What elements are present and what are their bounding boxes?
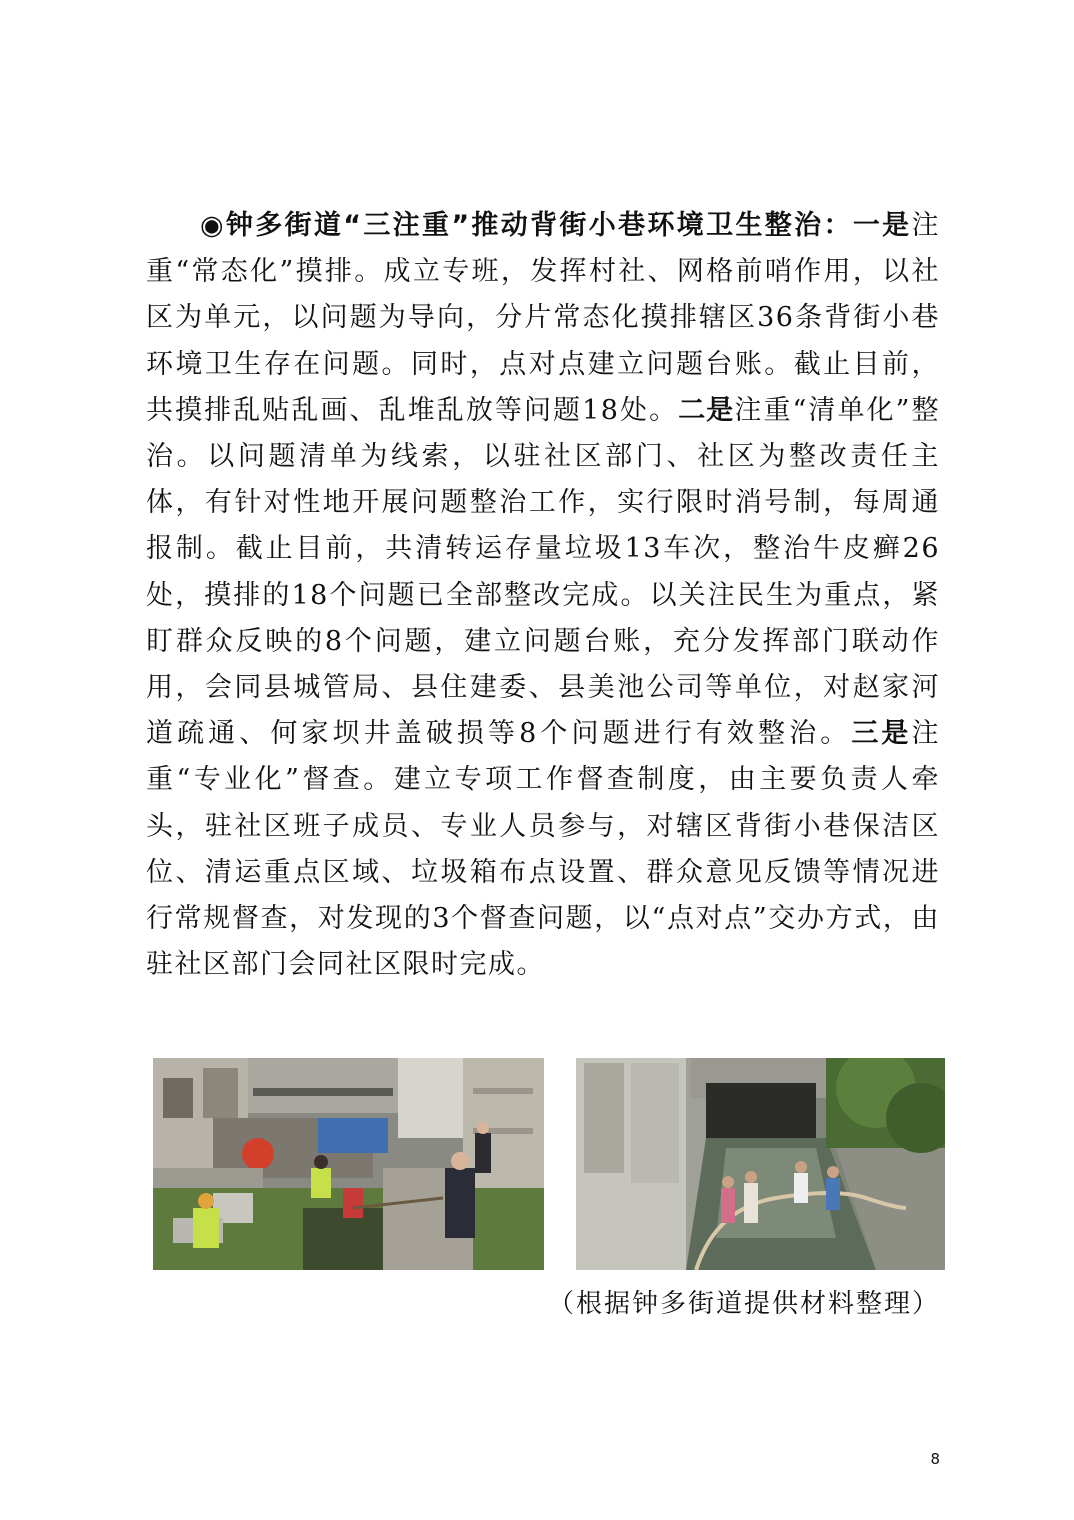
photo-river-dredging bbox=[576, 1058, 945, 1270]
point1-text: 注重“常态化”摸排。成立专班，发挥村社、网格前哨作用，以社区为单元，以问题为导向，分片常态化摸排辖区36条背街小巷环境卫生存在问题。同时，点对点建立问题台账。截止目前，共摸排乱贴乱画、乱堆乱放等问题18处。 bbox=[146, 210, 940, 426]
article-paragraph bbox=[146, 203, 940, 988]
source-note: （根据钟多街道提供材料整理） bbox=[547, 1289, 940, 1319]
point1-label: 一是 bbox=[852, 210, 912, 241]
article-heading: ◉钟多街道“三注重”推动背街小巷环境卫生整治： bbox=[200, 210, 853, 241]
point2-text: 注重“清单化”整治。以问题清单为线索，以驻社区部门、社区为整改责任主体，有针对性地开展问题整治工作，实行限时消号制，每周通报制。截止目前，共清转运存量垃圾13车次，整治牛皮癣26处，摸排的18个问题已全部整改完成。以关注民生为重点，紧盯群众反映的8个问题，建立问题台账，充分发挥部门联动作用，会同县城管局、县住建委、县美池公司等单位，对赵家河道疏通、何家坝井盖破损等8个问题进行有效整治。 bbox=[146, 394, 941, 750]
point3-label: 三是 bbox=[851, 718, 912, 750]
photo-alley-cleanup bbox=[153, 1058, 544, 1270]
photo-river-dredging-image bbox=[576, 1058, 945, 1270]
point2-label: 二是 bbox=[678, 394, 735, 426]
photo-alley-cleanup-image bbox=[153, 1058, 544, 1270]
page-number: 8 bbox=[930, 1450, 940, 1468]
point3-text: 注重“专业化”督查。建立专项工作督查制度，由主要负责人牵头，驻社区班子成员、专业人员参与，对辖区背街小巷保洁区位、清运重点区域、垃圾箱布点设置、群众意见反馈等情况进行常规督查，对发现的3个督查问题，以“点对点”交办方式，由驻社区部门会同社区限时完成。 bbox=[146, 718, 940, 981]
